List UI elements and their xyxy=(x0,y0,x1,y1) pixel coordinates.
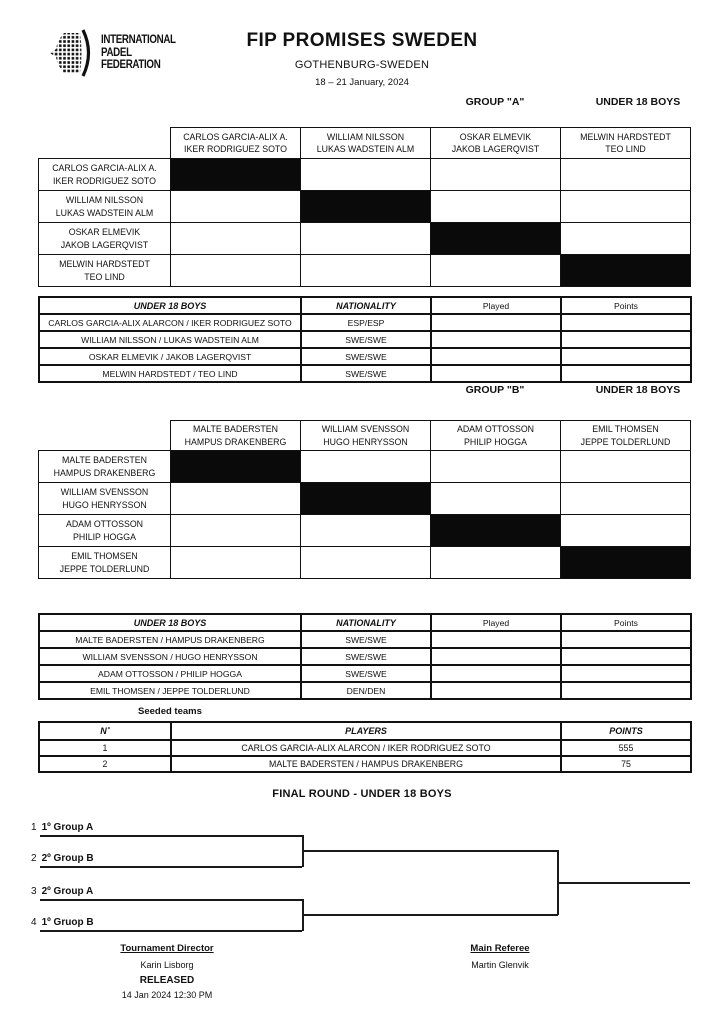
matrix-col-header: ADAM OTTOSSON PHILIP HOGGA xyxy=(431,421,561,451)
match-cell xyxy=(561,515,691,547)
match-cell-self xyxy=(561,547,691,579)
matrix-row-header: WILLIAM NILSSON LUKAS WADSTEIN ALM xyxy=(39,191,171,223)
match-cell xyxy=(561,159,691,191)
final-round-title: FINAL ROUND - UNDER 18 BOYS xyxy=(272,788,452,800)
nationality: SWE/SWE xyxy=(301,631,431,648)
match-cell xyxy=(301,547,431,579)
matrix-col-header: WILLIAM NILSSON LUKAS WADSTEIN ALM xyxy=(301,128,431,159)
team-name: ADAM OTTOSSON / PHILIP HOGGA xyxy=(39,665,301,682)
points-cell xyxy=(561,348,691,365)
match-cell xyxy=(301,159,431,191)
match-cell xyxy=(431,483,561,515)
group-b-category: UNDER 18 BOYS xyxy=(595,384,681,396)
played-cell xyxy=(431,648,561,665)
points-cell xyxy=(561,314,691,331)
points-cell xyxy=(561,682,691,699)
main-referee-label: Main Referee xyxy=(470,943,530,954)
match-cell xyxy=(171,515,301,547)
seed-points: 555 xyxy=(561,740,691,756)
seed-players: MALTE BADERSTEN / HAMPUS DRAKENBERG xyxy=(171,756,561,772)
seed-number: 2 xyxy=(39,756,171,772)
standings-row xyxy=(39,348,691,365)
played-cell xyxy=(431,665,561,682)
standings-header-nationality: NATIONALITY xyxy=(301,614,431,631)
standings-header-played: Played xyxy=(431,614,561,631)
group-a-label: GROUP "A" xyxy=(465,96,525,108)
match-cell xyxy=(171,547,301,579)
points-cell xyxy=(561,665,691,682)
logo-line: FEDERATION xyxy=(101,59,161,72)
matrix-col-header: CARLOS GARCIA-ALIX A. IKER RODRIGUEZ SOTO xyxy=(171,128,301,159)
seeded-teams-table xyxy=(38,721,692,773)
main-referee-block xyxy=(410,943,590,975)
bracket-line-semifinal2 xyxy=(302,914,558,916)
tournament-director-block xyxy=(77,943,257,1000)
matrix-col-header: WILLIAM SVENSSON HUGO HENRYSSON xyxy=(301,421,431,451)
match-cell xyxy=(561,191,691,223)
standings-header-points: Points xyxy=(561,297,691,314)
matrix-row-header: ADAM OTTOSSON PHILIP HOGGA xyxy=(39,515,171,547)
team-name: WILLIAM NILSSON / LUKAS WADSTEIN ALM xyxy=(39,331,301,348)
match-cell xyxy=(431,255,561,287)
match-cell xyxy=(171,483,301,515)
match-cell xyxy=(301,255,431,287)
match-cell-self xyxy=(171,159,301,191)
matrix-row-header: MELWIN HARDSTEDT TEO LIND xyxy=(39,255,171,287)
played-cell xyxy=(431,348,561,365)
standings-header-team: UNDER 18 BOYS xyxy=(39,297,301,314)
points-cell xyxy=(561,631,691,648)
standings-row xyxy=(39,631,691,648)
nationality: SWE/SWE xyxy=(301,665,431,682)
nationality: SWE/SWE xyxy=(301,331,431,348)
seeded-header-n: N˚ xyxy=(39,722,171,740)
played-cell xyxy=(431,331,561,348)
group-b-standings xyxy=(38,613,692,700)
seed-points: 75 xyxy=(561,756,691,772)
group-a-matrix xyxy=(38,127,691,287)
matrix-row-header: OSKAR ELMEVIK JAKOB LAGERQVIST xyxy=(39,223,171,255)
seed-number: 1 xyxy=(39,740,171,756)
standings-row xyxy=(39,331,691,348)
played-cell xyxy=(431,365,561,382)
standings-row xyxy=(39,682,691,699)
matrix-col-header: OSKAR ELMEVIK JAKOB LAGERQVIST xyxy=(431,128,561,159)
matrix-corner xyxy=(39,128,171,159)
bracket-line-slot4 xyxy=(40,930,302,932)
released-status: RELEASED xyxy=(139,975,195,986)
bracket-slot-1: 1 1º Group A xyxy=(31,822,94,833)
group-a-category: UNDER 18 BOYS xyxy=(595,96,681,108)
bracket-line-slot3 xyxy=(40,899,302,901)
match-cell xyxy=(561,483,691,515)
points-cell xyxy=(561,365,691,382)
standings-header-team: UNDER 18 BOYS xyxy=(39,614,301,631)
match-cell xyxy=(171,223,301,255)
bracket-line-slot1 xyxy=(40,835,302,837)
seeded-row xyxy=(39,740,691,756)
nationality: SWE/SWE xyxy=(301,365,431,382)
event-dates: 18 – 21 January, 2024 xyxy=(315,77,409,88)
standings-header-points: Points xyxy=(561,614,691,631)
matrix-col-header: EMIL THOMSEN JEPPE TOLDERLUND xyxy=(561,421,691,451)
match-cell xyxy=(301,515,431,547)
match-cell-self xyxy=(431,515,561,547)
nationality: DEN/DEN xyxy=(301,682,431,699)
released-date: 14 Jan 2024 12:30 PM xyxy=(121,990,213,1000)
group-b-matrix xyxy=(38,420,691,579)
logo-line: PADEL xyxy=(101,46,132,59)
team-name: MELWIN HARDSTEDT / TEO LIND xyxy=(39,365,301,382)
nationality: ESP/ESP xyxy=(301,314,431,331)
match-cell-self xyxy=(171,451,301,483)
match-cell xyxy=(301,223,431,255)
standings-header-nationality: NATIONALITY xyxy=(301,297,431,314)
standings-row xyxy=(39,648,691,665)
tournament-director-name: Karin Lisborg xyxy=(140,960,194,970)
bracket-line-semifinal1 xyxy=(302,850,558,852)
team-name: CARLOS GARCIA-ALIX ALARCON / IKER RODRIGUEZ SOTO xyxy=(39,314,301,331)
matrix-row-header: EMIL THOMSEN JEPPE TOLDERLUND xyxy=(39,547,171,579)
played-cell xyxy=(431,682,561,699)
seed-players: CARLOS GARCIA-ALIX ALARCON / IKER RODRIGUEZ SOTO xyxy=(171,740,561,756)
seeded-row xyxy=(39,756,691,772)
points-cell xyxy=(561,331,691,348)
group-b-label: GROUP "B" xyxy=(465,384,525,396)
logo-line: INTERNATIONAL xyxy=(101,34,176,47)
standings-row xyxy=(39,365,691,382)
bracket-line-slot2 xyxy=(40,866,302,868)
bracket-slot-4: 4 1º Gruop B xyxy=(31,917,94,928)
team-name: MALTE BADERSTEN / HAMPUS DRAKENBERG xyxy=(39,631,301,648)
played-cell xyxy=(431,631,561,648)
match-cell xyxy=(171,191,301,223)
nationality: SWE/SWE xyxy=(301,348,431,365)
seeded-header-points: POINTS xyxy=(561,722,691,740)
match-cell xyxy=(171,255,301,287)
match-cell-self xyxy=(431,223,561,255)
main-referee-name: Martin Glenvik xyxy=(471,960,529,970)
team-name: OSKAR ELMEVIK / JAKOB LAGERQVIST xyxy=(39,348,301,365)
page-title: FIP PROMISES SWEDEN xyxy=(246,30,478,51)
team-name: WILLIAM SVENSSON / HUGO HENRYSSON xyxy=(39,648,301,665)
standings-row xyxy=(39,665,691,682)
match-cell-self xyxy=(301,483,431,515)
match-cell xyxy=(301,451,431,483)
matrix-corner xyxy=(39,421,171,451)
match-cell xyxy=(561,451,691,483)
match-cell-self xyxy=(561,255,691,287)
event-location: GOTHENBURG-SWEDEN xyxy=(294,59,430,71)
match-cell xyxy=(431,547,561,579)
bracket-slot-2: 2 2º Group B xyxy=(31,853,94,864)
match-cell xyxy=(561,223,691,255)
group-a-standings xyxy=(38,296,692,383)
match-cell xyxy=(431,159,561,191)
match-cell xyxy=(431,191,561,223)
matrix-row-header: WILLIAM SVENSSON HUGO HENRYSSON xyxy=(39,483,171,515)
matrix-col-header: MALTE BADERSTEN HAMPUS DRAKENBERG xyxy=(171,421,301,451)
match-cell xyxy=(431,451,561,483)
matrix-row-header: MALTE BADERSTEN HAMPUS DRAKENBERG xyxy=(39,451,171,483)
match-cell-self xyxy=(301,191,431,223)
standings-row xyxy=(39,314,691,331)
team-name: EMIL THOMSEN / JEPPE TOLDERLUND xyxy=(39,682,301,699)
seeded-teams-label: Seeded teams xyxy=(138,706,202,717)
seeded-header-players: PLAYERS xyxy=(171,722,561,740)
nationality: SWE/SWE xyxy=(301,648,431,665)
points-cell xyxy=(561,648,691,665)
matrix-col-header: MELWIN HARDSTEDT TEO LIND xyxy=(561,128,691,159)
bracket-slot-3: 3 2º Group A xyxy=(31,886,94,897)
bracket-line-winner xyxy=(557,882,690,884)
matrix-row-header: CARLOS GARCIA-ALIX A. IKER RODRIGUEZ SOTO xyxy=(39,159,171,191)
tournament-director-label: Tournament Director xyxy=(120,943,214,954)
played-cell xyxy=(431,314,561,331)
standings-header-played: Played xyxy=(431,297,561,314)
